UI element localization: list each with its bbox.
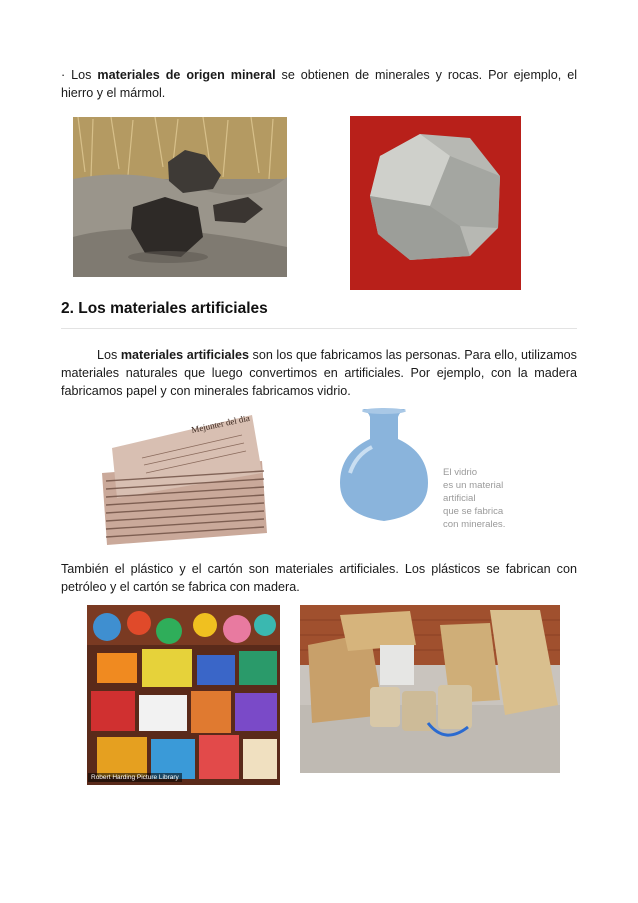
newspaper-masthead: Mejunter del dia xyxy=(190,412,251,435)
term-artificial-materials: materiales artificiales xyxy=(120,348,250,362)
paragraph-mineral-materials: · Los materiales de origen mineral se obtienen de minerales y rocas. Por ejemplo, el hierro y el mármol. xyxy=(61,68,577,100)
photo-iron-rocks xyxy=(73,117,287,277)
photo-newspapers xyxy=(92,403,272,551)
paragraph-plastic-cardboard: También el plástico y el cartón son materiales artificiales. Los plásticos se fabrican con petróleo y el cartón se fabrica con madera. xyxy=(61,562,577,594)
photo-cardboard xyxy=(300,605,560,773)
photo-glass-vase xyxy=(328,403,440,529)
photo-plastic-items xyxy=(87,605,280,785)
photo-marble-rock xyxy=(350,116,521,290)
paragraph-artificial-materials: Los materiales artificiales son los que fabricamos las personas. Para ello, utilizamos materiales naturales que luego convertimos en artificiales. Por ejemplo, con la madera fabricamos papel y con minerales fabricamos vidrio. xyxy=(61,348,577,398)
term-mineral-materials: materiales de origen mineral xyxy=(97,68,276,82)
vase-caption: El vidrio es un material artificial que se fabrica con minerales. xyxy=(443,467,506,530)
section-heading: 2. Los materiales artificiales xyxy=(61,300,268,317)
photo-credit: Robert Harding Picture Library xyxy=(88,773,182,782)
section-divider xyxy=(61,328,577,329)
